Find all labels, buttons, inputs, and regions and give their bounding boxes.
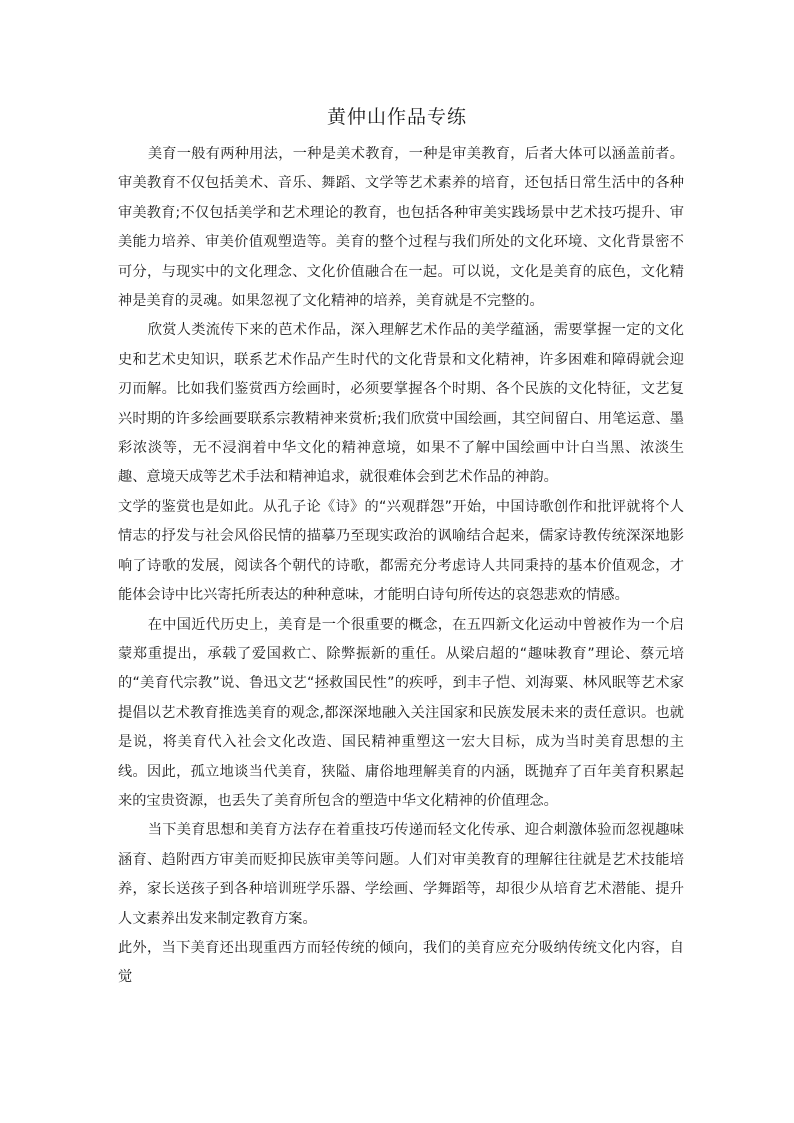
document-body xyxy=(118,140,684,993)
paragraph-2: 欣赏人类流传下来的芭术作品，深入理解艺术作品的美学蕴涵，需要掌握一定的文化史和艺术史知识，联系艺术作品产生时代的文化背景和文化精神，许多困难和障碍就会迎刃而解。比如我们鉴赏西方绘画时，必须要掌握各个时期、各个民族的文化特征，文艺复兴时期的许多绘画要联系宗教精神来赏析;我们欣赏中国绘画，其空间留白、用笔运意、墨彩浓淡等，无不浸润着中华文化的精神意境，如果不了解中国绘画中计白当黑、浓淡生趣、意境天成等艺术手法和精神追求，就很难体会到艺术作品的神韵。 xyxy=(118,322,684,486)
document-title: 黄仲山作品专练 xyxy=(326,106,467,128)
paragraph-1: 美育一般有两种用法，一种是美术教育，一种是审美教育，后者大体可以涵盖前者。审美教育不仅包括美术、音乐、舞蹈、文学等艺术素养的培育，还包括日常生活中的各种审美教育;不仅包括美学和艺术理论的教育，也包括各种审美实践场景中艺术技巧提升、审美能力培养、审美价值观塑造等。美育的整个过程与我们所处的文化环境、文化背景密不可分，与现实中的文化理念、文化价值融合在一起。可以说，文化是美育的底色，文化精神是美育的灵魂。如果忽视了文化精神的培养，美育就是不完整的。 xyxy=(118,146,684,310)
paragraph-3: 文学的鉴赏也是如此。从孔子论《诗》的“兴观群怨”开始，中国诗歌创作和批评就将个人情志的抒发与社会风俗民情的描摹乃至现实政治的讽喻结合起来，儒家诗教传统深深地影响了诗歌的发展，阅读各个朝代的诗歌，都需充分考虑诗人共同秉持的基本价值观念，才能体会诗中比兴寄托所表达的种种意味，才能明白诗句所传达的哀怨悲欢的情感。 xyxy=(118,498,684,604)
paragraph-5: 当下美育思想和美育方法存在着重技巧传递而轻文化传承、迎合刺激体验而忽视趣味涵育、趋附西方审美而贬抑民族审美等问题。人们对审美教育的理解往往就是艺术技能培养，家长送孩子到各种培训班学乐器、学绘画、学舞蹈等，却很少从培育艺术潜能、提升人文素养出发来制定教育方案。 xyxy=(118,822,684,927)
paragraph-4: 在中国近代历史上，美育是一个很重要的概念，在五四新文化运动中曾被作为一个启蒙郑重提出，承载了爱国救亡、除弊振新的重任。从梁启超的“趣味教育”理论、蔡元培的“美育代宗教”说、鲁迅文艺“拯救国民性”的疾呼，到丰子恺、刘海粟、林风眠等艺术家提倡以艺术教育推选美育的观念,都深深地融入关注国家和民族发展未来的责任意识。也就是说，将美育代入社会文化改造、国民精神重塑这一宏大目标，成为当时美育思想的主线。因此，孤立地谈当代美育，狭隘、庸俗地理解美育的内涵，既抛弃了百年美育积累起来的宝贵资源，也丢失了美育所包含的塑造中华文化精神的价值理念。 xyxy=(118,616,684,809)
paragraph-6: 此外，当下美育还出现重西方而轻传统的倾向，我们的美育应充分吸纳传统文化内容，自觉 xyxy=(118,939,684,986)
